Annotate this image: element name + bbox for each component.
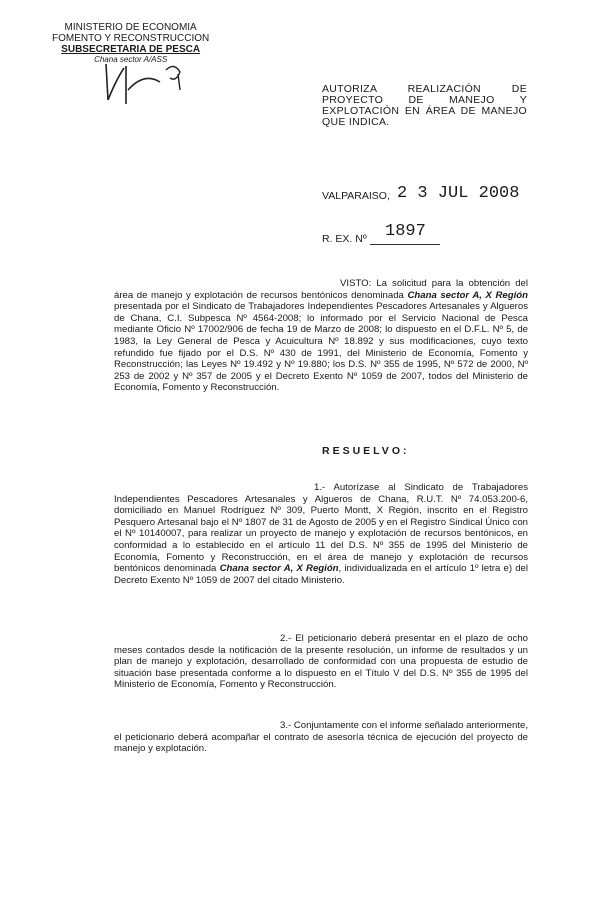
article-1: 1.- Autorízase al Sindicato de Trabajadores Independientes Pescadores Artesanales y Algueros de Chana, R.U.T. Nº 74.053.200-6, domiciliado en Manuel Rodríguez Nº 309, Puerto Montt, X Región, inscrito en el Registro Pesquero Artesanal bajo el Nº 1807 de 31 de Agosto de 2005 y en el Registro Sindical Único con el Nº 10140007, para realizar un proyecto de manejo y explotación de recursos bentónicos, en conformidad a lo establecido en el artículo 11 del D.S. Nº 355 de 1995 del Ministerio de Economía, Fomento y Reconstrucción, en el área de manejo y explotación de recursos bentónicos denominada Chana sector A, X Región, individualizada en el artículo 1º letra e) del Decreto Exento Nº 1059 de 2007 del citado Ministerio. [114, 482, 528, 586]
area-name: Chana sector A, X Región [407, 289, 528, 301]
ministry-subtitle: FOMENTO Y RECONSTRUCCION [52, 33, 210, 44]
article-2: 2.- El peticionario deberá presentar en el plazo de ocho meses contados desde la notificación de la presente resolución, un informe de resultados y un plan de manejo y explotación, desarrollado de conformidad con una propuesta de estudio de situación base presentada conforme a lo dispuesto en el Título V del D.S. Nº 355 de 1995 del Ministerio de Economía, Fomento y Reconstrucción. [114, 633, 528, 691]
stamped-date: 2 3 JUL 2008 [397, 184, 520, 203]
article-1-number: 1.- [314, 482, 326, 493]
article-3-number: 3.- [280, 720, 292, 731]
article-2-number: 2.- [280, 633, 292, 644]
article-3: 3.- Conjuntamente con el informe señalado anteriormente, el peticionario deberá acompañar el contrato de asesoría técnica de ejecución del proyecto de manejo y explotación. [114, 720, 528, 755]
place-label: VALPARAISO, [322, 190, 390, 202]
resolution-title: AUTORIZA REALIZACIÓN DE PROYECTO DE MANEJO Y EXPLOTACIÓN EN ÁREA DE MANEJO QUE INDICA. [322, 83, 527, 128]
ministry-name: MINISTERIO DE ECONOMIA [64, 22, 197, 33]
resolution-number: 1897 [385, 222, 426, 241]
file-reference: Chana sector A/ASS [94, 55, 168, 64]
letterhead [52, 22, 209, 65]
subsecretaria-name: SUBSECRETARIA DE PESCA [61, 44, 201, 55]
visto-label: VISTO: [340, 278, 372, 289]
area-name: Chana sector A, X Región [219, 563, 339, 575]
number-underline [370, 244, 440, 245]
handwritten-initials-icon [104, 60, 194, 108]
resolution-number-label: R. EX. Nº [322, 233, 367, 245]
resuelvo-heading: RESUELVO: [322, 445, 410, 457]
visto-paragraph: VISTO: La solicitud para la obtención del área de manejo y explotación de recursos bentónicos denominada Chana sector A, X Región presentada por el Sindicato de Trabajadores Independientes Pescadores Artesanales y Algueros de Chana, C.I. Subpesca Nº 4564-2008; lo informado por el Servicio Nacional de Pesca mediante Oficio Nº 17002/906 de fecha 19 de Marzo de 2008; lo dispuesto en el D.F.L. Nº 5, de 1983, la Ley General de Pesca y Acuicultura Nº 18.892 y sus modificaciones, cuyo texto refundido fue fijado por el D.S. Nº 430 de 1991, del Ministerio de Economía, Fomento y Reconstrucción; las Leyes Nº 19.492 y Nº 19.880; los D.S. Nº 355 de 1995, Nº 572 de 2000, Nº 253 de 2002 y Nº 357 de 2005 y el Decreto Exento Nº 1059 de 2007, todos del Ministerio de Economía, Fomento y Reconstrucción. [114, 278, 528, 394]
